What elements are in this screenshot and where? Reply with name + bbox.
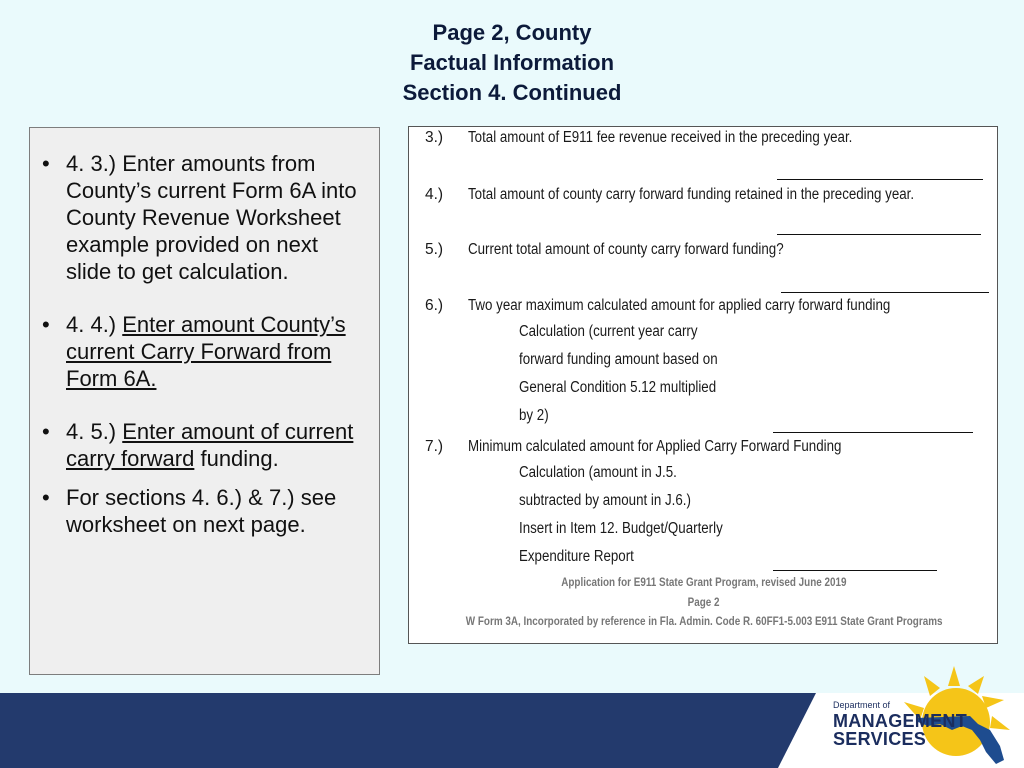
- item-text: Total amount of county carry forward funding retained in the preceding year.: [468, 186, 915, 203]
- bullet-icon: •: [42, 151, 50, 176]
- bullet-item: [42, 418, 365, 472]
- title-line-1: Page 2, County: [432, 20, 592, 45]
- item-subtext: by 2): [519, 407, 549, 424]
- bullet-item: [42, 311, 365, 392]
- logo-line-2: MANAGEMENT: [833, 711, 967, 731]
- bullet-underlined: Enter amount of current carry forward: [66, 419, 354, 471]
- item-number: 7.): [425, 438, 444, 455]
- item-subtext: subtracted by amount in J.6.): [519, 492, 691, 509]
- item-number: 3.): [425, 129, 444, 146]
- item-subtext: Insert in Item 12. Budget/Quarterly: [519, 520, 723, 537]
- item-subtext: forward funding amount based on: [519, 351, 718, 368]
- bullet-item: [42, 150, 365, 285]
- title-line-3: Section 4. Continued: [402, 80, 622, 105]
- dms-logo: [833, 701, 967, 748]
- logo-line-3: SERVICES: [833, 729, 927, 749]
- item-number: 6.): [425, 297, 444, 314]
- answer-line: [781, 292, 989, 293]
- item-text: Two year maximum calculated amount for applied carry forward funding: [468, 297, 891, 314]
- bullet-icon: •: [42, 419, 50, 444]
- answer-line: [777, 179, 983, 180]
- bullet-prefix: 4. 4.): [66, 312, 123, 337]
- slide-title: [0, 18, 1024, 108]
- form-footer-line: [409, 597, 999, 609]
- item-subtext: General Condition 5.12 multiplied: [519, 379, 717, 396]
- form-footer-text: Page 2: [688, 597, 720, 609]
- title-line-2: Factual Information: [409, 50, 615, 75]
- bullet-icon: •: [42, 312, 50, 337]
- answer-line: [777, 234, 981, 235]
- item-subtext: Calculation (current year carry: [519, 323, 698, 340]
- form-footer-line: [409, 577, 999, 589]
- bullet-text: For sections 4. 6.) & 7.) see worksheet on next page.: [66, 485, 337, 537]
- answer-line: [773, 432, 973, 433]
- item-text: Current total amount of county carry forward funding?: [468, 241, 784, 258]
- answer-line: [773, 570, 937, 571]
- item-number: 5.): [425, 241, 444, 258]
- bullet-prefix: 4. 5.): [66, 419, 123, 444]
- form-footer-line: [409, 616, 999, 628]
- bullet-icon: •: [42, 485, 50, 510]
- bullet-suffix: funding.: [194, 446, 279, 471]
- item-text: Minimum calculated amount for Applied Carry Forward Funding: [468, 438, 842, 455]
- bullet-item: [42, 484, 365, 538]
- form-excerpt: [408, 126, 998, 644]
- item-text: Total amount of E911 fee revenue received in the preceding year.: [468, 129, 853, 146]
- item-subtext: Calculation (amount in J.5.: [519, 464, 677, 481]
- bullet-text: 4. 3.) Enter amounts from County’s current Form 6A into County Revenue Worksheet example provided on next slide to get calculation.: [66, 151, 357, 284]
- item-subtext: Expenditure Report: [519, 548, 634, 565]
- instructions-list: [30, 128, 379, 538]
- bullet-underlined: Enter amount County’s current Carry Forward from Form 6A.: [66, 312, 346, 391]
- logo-line-1: Department of: [833, 700, 891, 710]
- form-footer-text: Application for E911 State Grant Program, revised June 2019: [561, 577, 847, 589]
- item-number: 4.): [425, 186, 444, 203]
- form-footer-text: W Form 3A, Incorporated by reference in Fla. Admin. Code R. 60FF1-5.003 E911 State Grant Programs: [465, 616, 943, 628]
- instructions-panel: [29, 127, 380, 675]
